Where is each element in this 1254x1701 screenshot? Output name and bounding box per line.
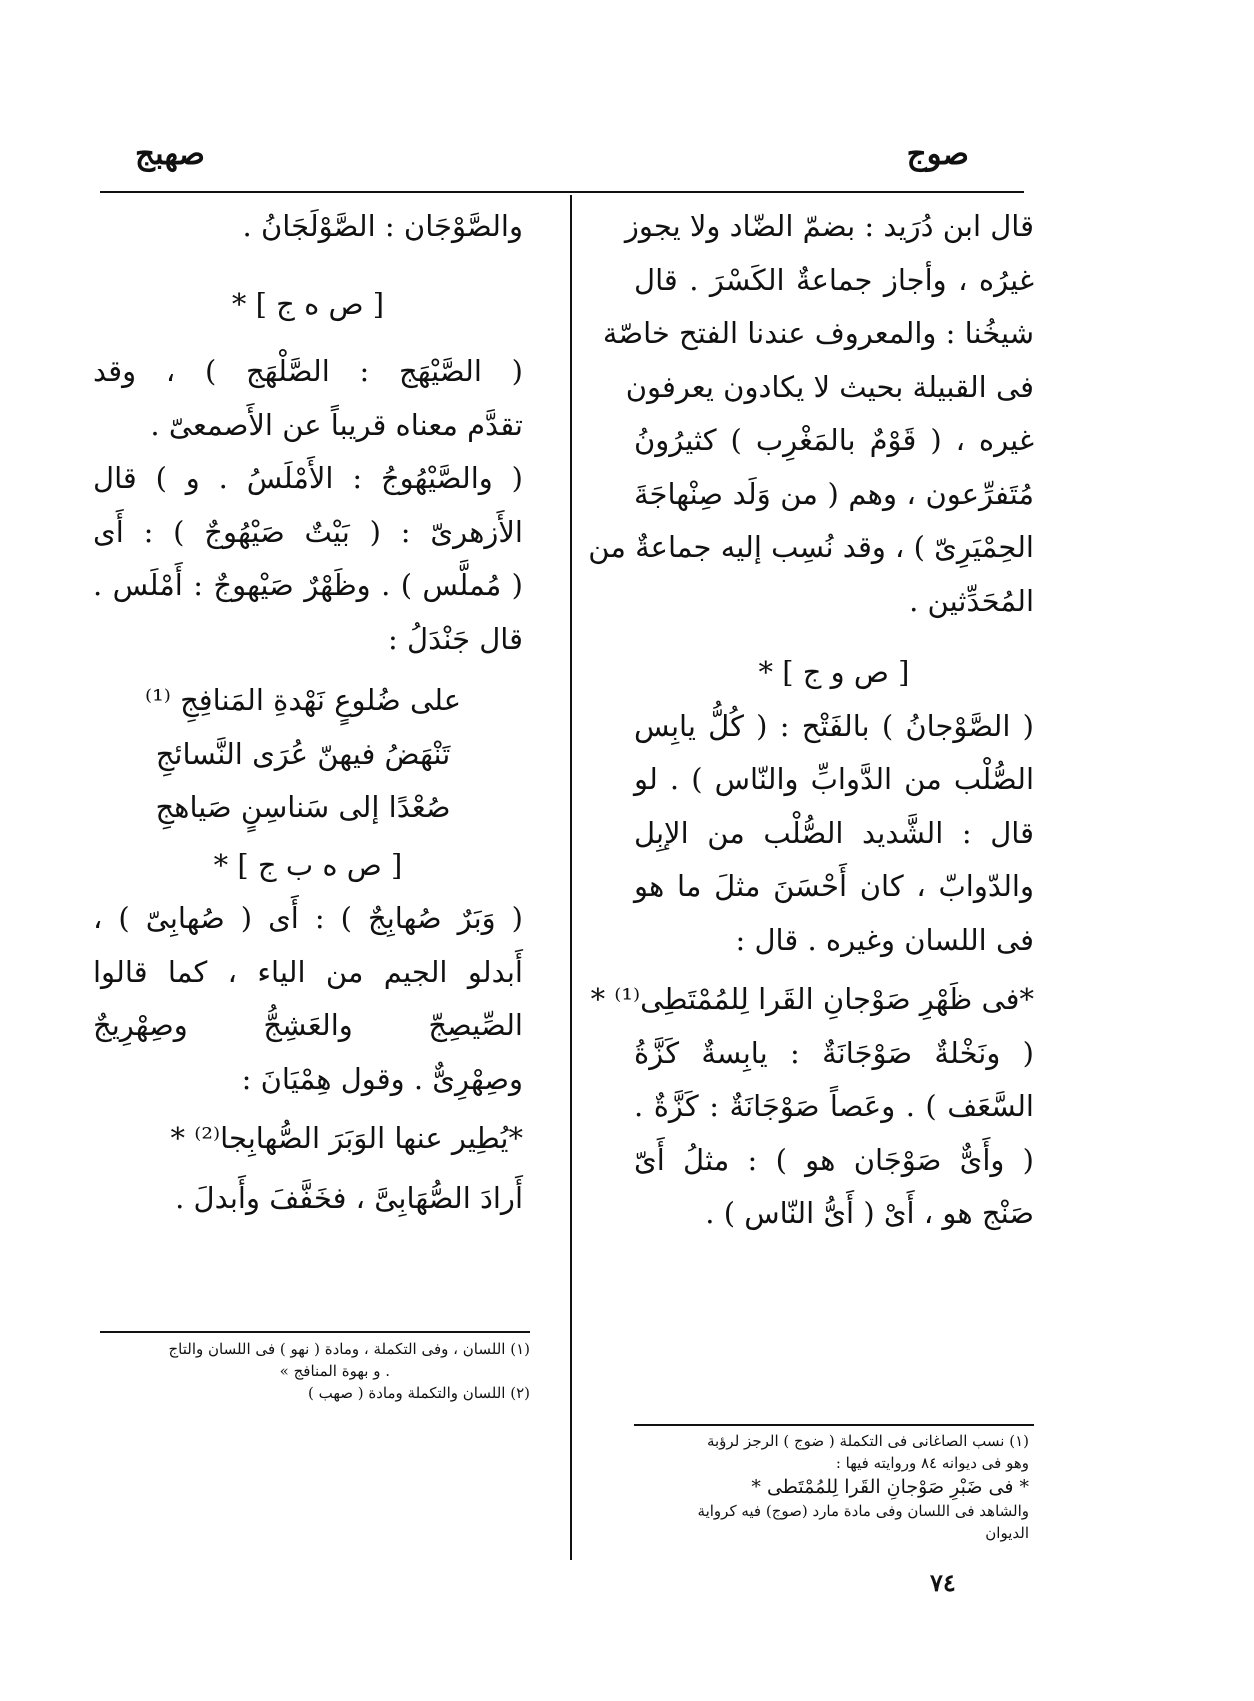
text-line: الحِمْيَرِىّ ) ، وقد نُسِب إليه جماعةٌ من xyxy=(588,530,1034,564)
footnote-rule-right xyxy=(634,1424,1034,1426)
text-line: المُحَدِّثين . xyxy=(909,583,1034,618)
text-line: ( الصَّوْجانُ ) بالفَتْح : ( كُلُّ يابِس xyxy=(634,708,1034,743)
text-line: الأَزهرىّ : ( بَيْتٌ صَيْهُوجٌ ) : أَى xyxy=(93,514,523,549)
text-line: الصُّلْب من الدَّوابِّ والنّاس ) . لو xyxy=(634,762,1034,796)
text-line: ( والصَّيْهُوجُ : الأَمْلَسُ . و ) قال xyxy=(93,461,523,495)
text-line: قال جَنْدَلُ : xyxy=(388,621,523,656)
text-line: قال ابن دُرَيد : بضمّ الضّاد ولا يجوز xyxy=(624,209,1034,243)
running-head-left: صهبج xyxy=(135,136,205,172)
text-line: ( وَبَرٌ صُهابِجٌ ) : أَى ( صُهابِىّ ) ، xyxy=(93,901,523,935)
text-line: شيخُنا : والمعروف عندنا الفتح خاصّة xyxy=(602,316,1034,350)
entry-heading: [ ص و ج ] * xyxy=(758,655,910,689)
text-line: ( مُملَّس ) . وظَهْرٌ صَيْهوجٌ : أَمْلَس . xyxy=(93,568,523,602)
text-line: فى القبيلة بحيث لا يكادون يعرفون xyxy=(625,369,1034,404)
text-line: تقدَّم معناه قريباً عن الأَصمعىّ . xyxy=(150,407,523,442)
footnote-line: (٢) اللسان والتكملة ومادة ( صهب ) xyxy=(308,1384,530,1402)
text-line: ( الصَّيْهَج : الصَّلْهَج ) ، وقد xyxy=(93,354,523,388)
verse-line: *يُطِير عنها الوَبَرَ الصُّهابِجا⁽²⁾ * xyxy=(170,1121,523,1155)
column-divider xyxy=(570,195,572,1560)
text-line: والدّوابّ ، كان أَحْسَنَ مثلَ ما هو xyxy=(634,869,1034,903)
verse-line: صُعْدًا إلى سَناسِنٍ صَياهجِ xyxy=(155,790,451,824)
page-number: ٧٤ xyxy=(930,1568,956,1597)
text-line: ( وأَىٌّ صَوْجَان هو ) : مثلُ أَىّ xyxy=(634,1142,1034,1177)
footnote-line: وهو فى ديوانه ٨٤ وروايته فيها : xyxy=(835,1454,1029,1472)
footnote-line: (١) اللسان ، وفى التكملة ، ومادة ( نهو ) فى اللسان والتاج xyxy=(168,1340,530,1358)
text-line: ( ونَخْلةٌ صَوْجَانَةٌ : يابِسةٌ كَزَّةُ xyxy=(634,1035,1034,1070)
text-line: السَّعَف ) . وعَصاً صَوْجَانَةٌ : كَزَّةٌ . xyxy=(634,1089,1034,1123)
text-line: غيره ، ( قَوْمٌ بالمَغْرِب ) كثيرُونُ xyxy=(634,423,1034,457)
entry-heading: [ ص ه ج ] * xyxy=(231,286,385,321)
footnote-rule-left xyxy=(100,1331,530,1333)
verse-line: *فى ظَهْرِ صَوْجانِ القَرا لِلمُمْتَطِى⁽¹⁾ * xyxy=(590,982,1034,1016)
text-line: أَرادَ الصُّهَابِىَّ ، فخَفَّفَ وأَبدلَ . xyxy=(175,1180,523,1215)
footnote-line: والشاهد فى اللسان وفى مادة مارد (صوج) فيه كرواية xyxy=(697,1502,1029,1520)
text-line: قال : الشَّديد الصُّلْب من الإبِل xyxy=(634,815,1034,850)
text-line: أَبدلو الجيم من الياء ، كما قالوا xyxy=(93,954,523,989)
entry-heading: [ ص ه ب ج ] * xyxy=(213,847,403,882)
verse-line: تَنْهَضُ فيهنّ عُرَى النَّسائجِ xyxy=(155,736,451,771)
footnote-line: الديوان xyxy=(985,1524,1029,1542)
verse-line: على ضُلوعٍ نَهْدةِ المَنافِجِ ⁽¹⁾ xyxy=(144,683,462,717)
footnote-line: (١) نسب الصاغانى فى التكملة ( ضوج ) الرجز لرؤبة xyxy=(706,1432,1029,1450)
text-line: والصَّوْجَان : الصَّوْلَجَانُ . xyxy=(242,209,523,243)
footnotes-right xyxy=(634,1430,1029,1544)
text-line: صَنْج هو ، أَىْ ( أَىُّ النّاس ) . xyxy=(705,1196,1034,1230)
footnote-line: . و بهوة المنافج » xyxy=(279,1362,390,1380)
header-rule xyxy=(100,191,1024,193)
text-line: وصِهْرِىٌّ . وقول هِمْيَانَ : xyxy=(241,1061,523,1096)
left-column xyxy=(93,200,523,1225)
footnotes-left xyxy=(100,1338,530,1404)
text-line: مُتَفرِّعون ، وهم ( من وَلَد صِنْهاجَةَ xyxy=(634,476,1034,511)
text-line: الصِّيصِجّ والعَشِجُّ وصِهْرِيجٌ xyxy=(93,1008,523,1042)
right-column xyxy=(588,200,1034,1241)
text-line: غيرُه ، وأجاز جماعةٌ الكَسْرَ . قال xyxy=(634,262,1034,297)
running-head-right: صوج xyxy=(906,136,969,172)
footnote-verse: * فى ضَبْرِ صَوْجانِ القَرا لِلمُمْتَطى * xyxy=(751,1476,1029,1498)
text-line: فى اللسان وغيره . قال : xyxy=(735,922,1034,957)
